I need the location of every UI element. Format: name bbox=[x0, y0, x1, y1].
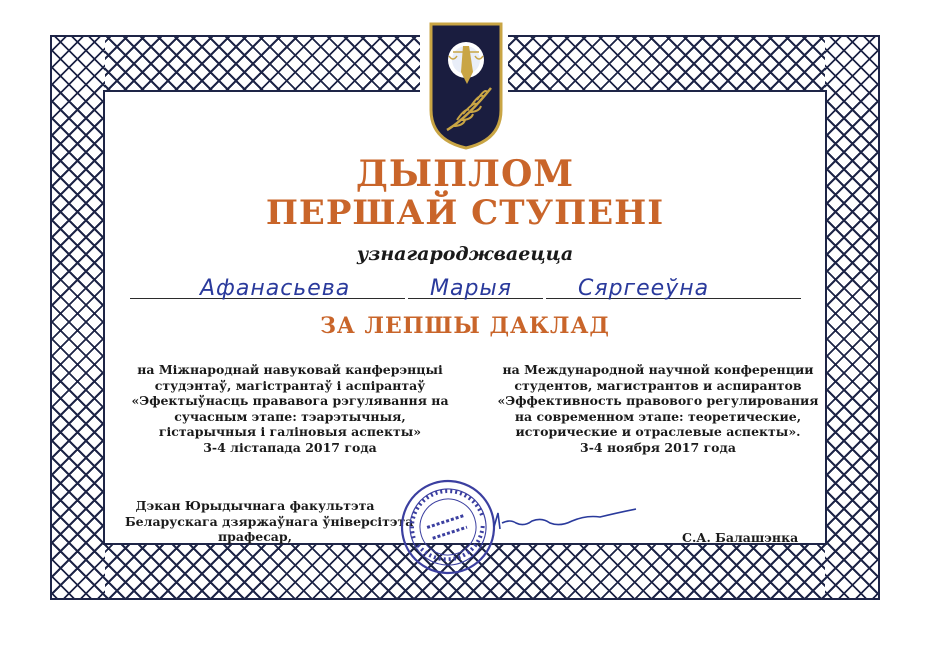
conference-be-line: студэнтаў, магістрантаў і аспірантаў bbox=[154, 377, 426, 393]
recipient-first-name: Марыя bbox=[430, 276, 513, 301]
conference-be-line: на Міжнароднай навуковай канферэнцыі bbox=[137, 362, 443, 377]
recipient-patronymic: Сяргееўна bbox=[578, 276, 710, 301]
conference-text-belarusian bbox=[125, 362, 455, 455]
conference-be-line: гістарычныя і галіновыя аспекты» bbox=[158, 424, 422, 439]
conference-ru-line: исторические и отраслевые аспекты». bbox=[515, 424, 801, 439]
conference-be-line: «Эфектыўнасць прававога рэгулявання на bbox=[131, 393, 449, 408]
signatory-title-line: прафесар, bbox=[217, 529, 293, 544]
award-reason: ЗА ЛЕПШЫ ДАКЛАД bbox=[320, 313, 610, 339]
conference-ru-line: студентов, магистрантов и аспирантов bbox=[514, 377, 802, 393]
awarded-label: узнагароджваецца bbox=[356, 243, 574, 265]
conference-be-date: 3-4 лістапада 2017 года bbox=[203, 439, 377, 455]
diploma-degree: ПЕРШАЙ СТУПЕНІ bbox=[265, 193, 665, 233]
handwritten-signature-icon bbox=[490, 505, 640, 535]
diploma-title: ДЫПЛОМ bbox=[355, 153, 575, 195]
conference-ru-line: на современном этапе: теоретические, bbox=[514, 408, 802, 424]
signatory-title-line: Беларускага дзяржаўнага ўніверсітэта bbox=[125, 513, 414, 529]
coat-of-arms-themis-icon bbox=[429, 22, 503, 150]
faculty-seal-icon bbox=[398, 477, 498, 577]
conference-text-russian bbox=[493, 362, 823, 455]
conference-ru-line: «Эффективность правового регулирования bbox=[497, 393, 819, 408]
signatory-title-line: Дэкан Юрыдычнага факультэта bbox=[135, 498, 375, 513]
conference-ru-date: 3-4 ноября 2017 года bbox=[580, 439, 736, 455]
recipient-surname: Афанасьева bbox=[200, 276, 351, 301]
signatory-name: С.А. Балашэнка bbox=[682, 530, 799, 545]
conference-be-line: сучасным этапе: тэарэтычныя, bbox=[174, 408, 406, 424]
signatory-title bbox=[125, 498, 414, 545]
conference-ru-line: на Международной научной конференции bbox=[502, 362, 814, 377]
